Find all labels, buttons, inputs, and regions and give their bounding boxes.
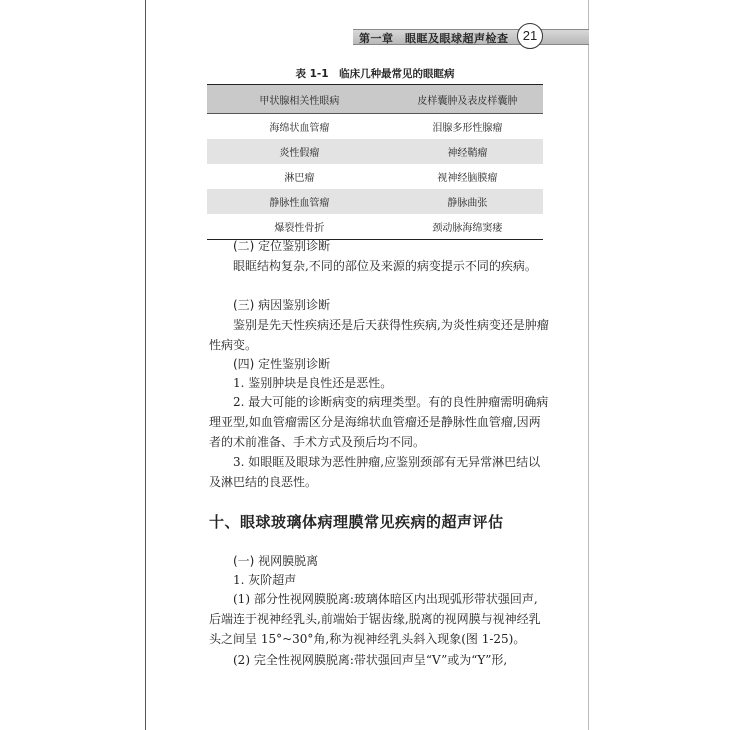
running-header — [353, 26, 589, 48]
table-cell: 视神经脑膜瘤 — [437, 173, 498, 184]
table-cell: 神经鞘瘤 — [392, 139, 543, 164]
page-left-edge — [145, 0, 146, 730]
heading-qualitative: (四) 定性鉴别诊断 — [233, 357, 331, 371]
table-cell: 炎性假瘤 — [207, 139, 392, 164]
table-row — [207, 214, 543, 240]
list-item-2: 2. 最大可能的诊断病变的病理类型。有的良性肿瘤需明确病理亚型,如血管瘤需区分是海绵状血管瘤还是静脉性血管瘤,因两者的术前准备、手术方式及预后均不同。 — [209, 395, 549, 449]
table-row — [207, 164, 543, 189]
table-header-cell: 皮样囊肿及表皮样囊肿 — [392, 85, 543, 114]
table-row — [207, 114, 543, 140]
table-cell: 静脉曲张 — [392, 189, 543, 214]
paragraph-etiology: 鉴别是先天性疾病还是后天获得性疾病,为炎性病变还是肿瘤性病变。 — [209, 318, 549, 352]
paragraph-localization: 眼眶结构复杂,不同的部位及来源的病变提示不同的疾病。 — [233, 259, 537, 273]
table-cell: 海绵状血管瘤 — [269, 123, 330, 134]
paragraph-partial-detachment: (1) 部分性视网膜脱离:玻璃体暗区内出现弧形带状强回声,后端连于视神经乳头,前端始于锯齿缘,脱离的视网膜与视神经乳头之间呈 15°~30°角,称为视神经乳头斜入现象(图 1-25)。 — [209, 592, 541, 646]
table-cell: 淋巴瘤 — [284, 173, 315, 184]
page-right-edge — [588, 0, 589, 730]
heading-localization: (二) 定位鉴别诊断 — [233, 239, 331, 253]
heading-retinal-detachment: (一) 视网膜脱离 — [233, 554, 319, 568]
heading-etiology: (三) 病因鉴别诊断 — [233, 298, 331, 312]
table-cell: 爆裂性骨折 — [274, 223, 325, 234]
orbital-disease-table — [207, 84, 543, 240]
table-caption: 表 1-1 临床几种最常见的眼眶病 — [295, 68, 455, 80]
paragraph-complete-detachment: (2) 完全性视网膜脱离:带状强回声呈“V”或为“Y”形, — [233, 653, 508, 667]
table-row — [207, 139, 543, 164]
table-header-row — [207, 85, 543, 114]
section-title: 十、眼球玻璃体病理膜常见疾病的超声评估 — [209, 513, 504, 531]
chapter-title: 第一章 眼眶及眼球超声检查 — [359, 32, 509, 45]
paragraph-grayscale: 1. 灰阶超声 — [233, 573, 297, 587]
table-cell: 静脉性血管瘤 — [207, 189, 392, 214]
page-number: 21 — [517, 23, 543, 49]
list-item-3: 3. 如眼眶及眼球为恶性肿瘤,应鉴别颈部有无异常淋巴结以及淋巴结的良恶性。 — [209, 455, 541, 489]
table-row — [207, 189, 543, 214]
table-cell: 泪腺多形性腺瘤 — [432, 123, 503, 134]
table-header-cell: 甲状腺相关性眼病 — [207, 85, 392, 114]
list-item-1: 1. 鉴别肿块是良性还是恶性。 — [233, 376, 393, 390]
table-cell: 颈动脉海绵窦瘘 — [432, 223, 503, 234]
